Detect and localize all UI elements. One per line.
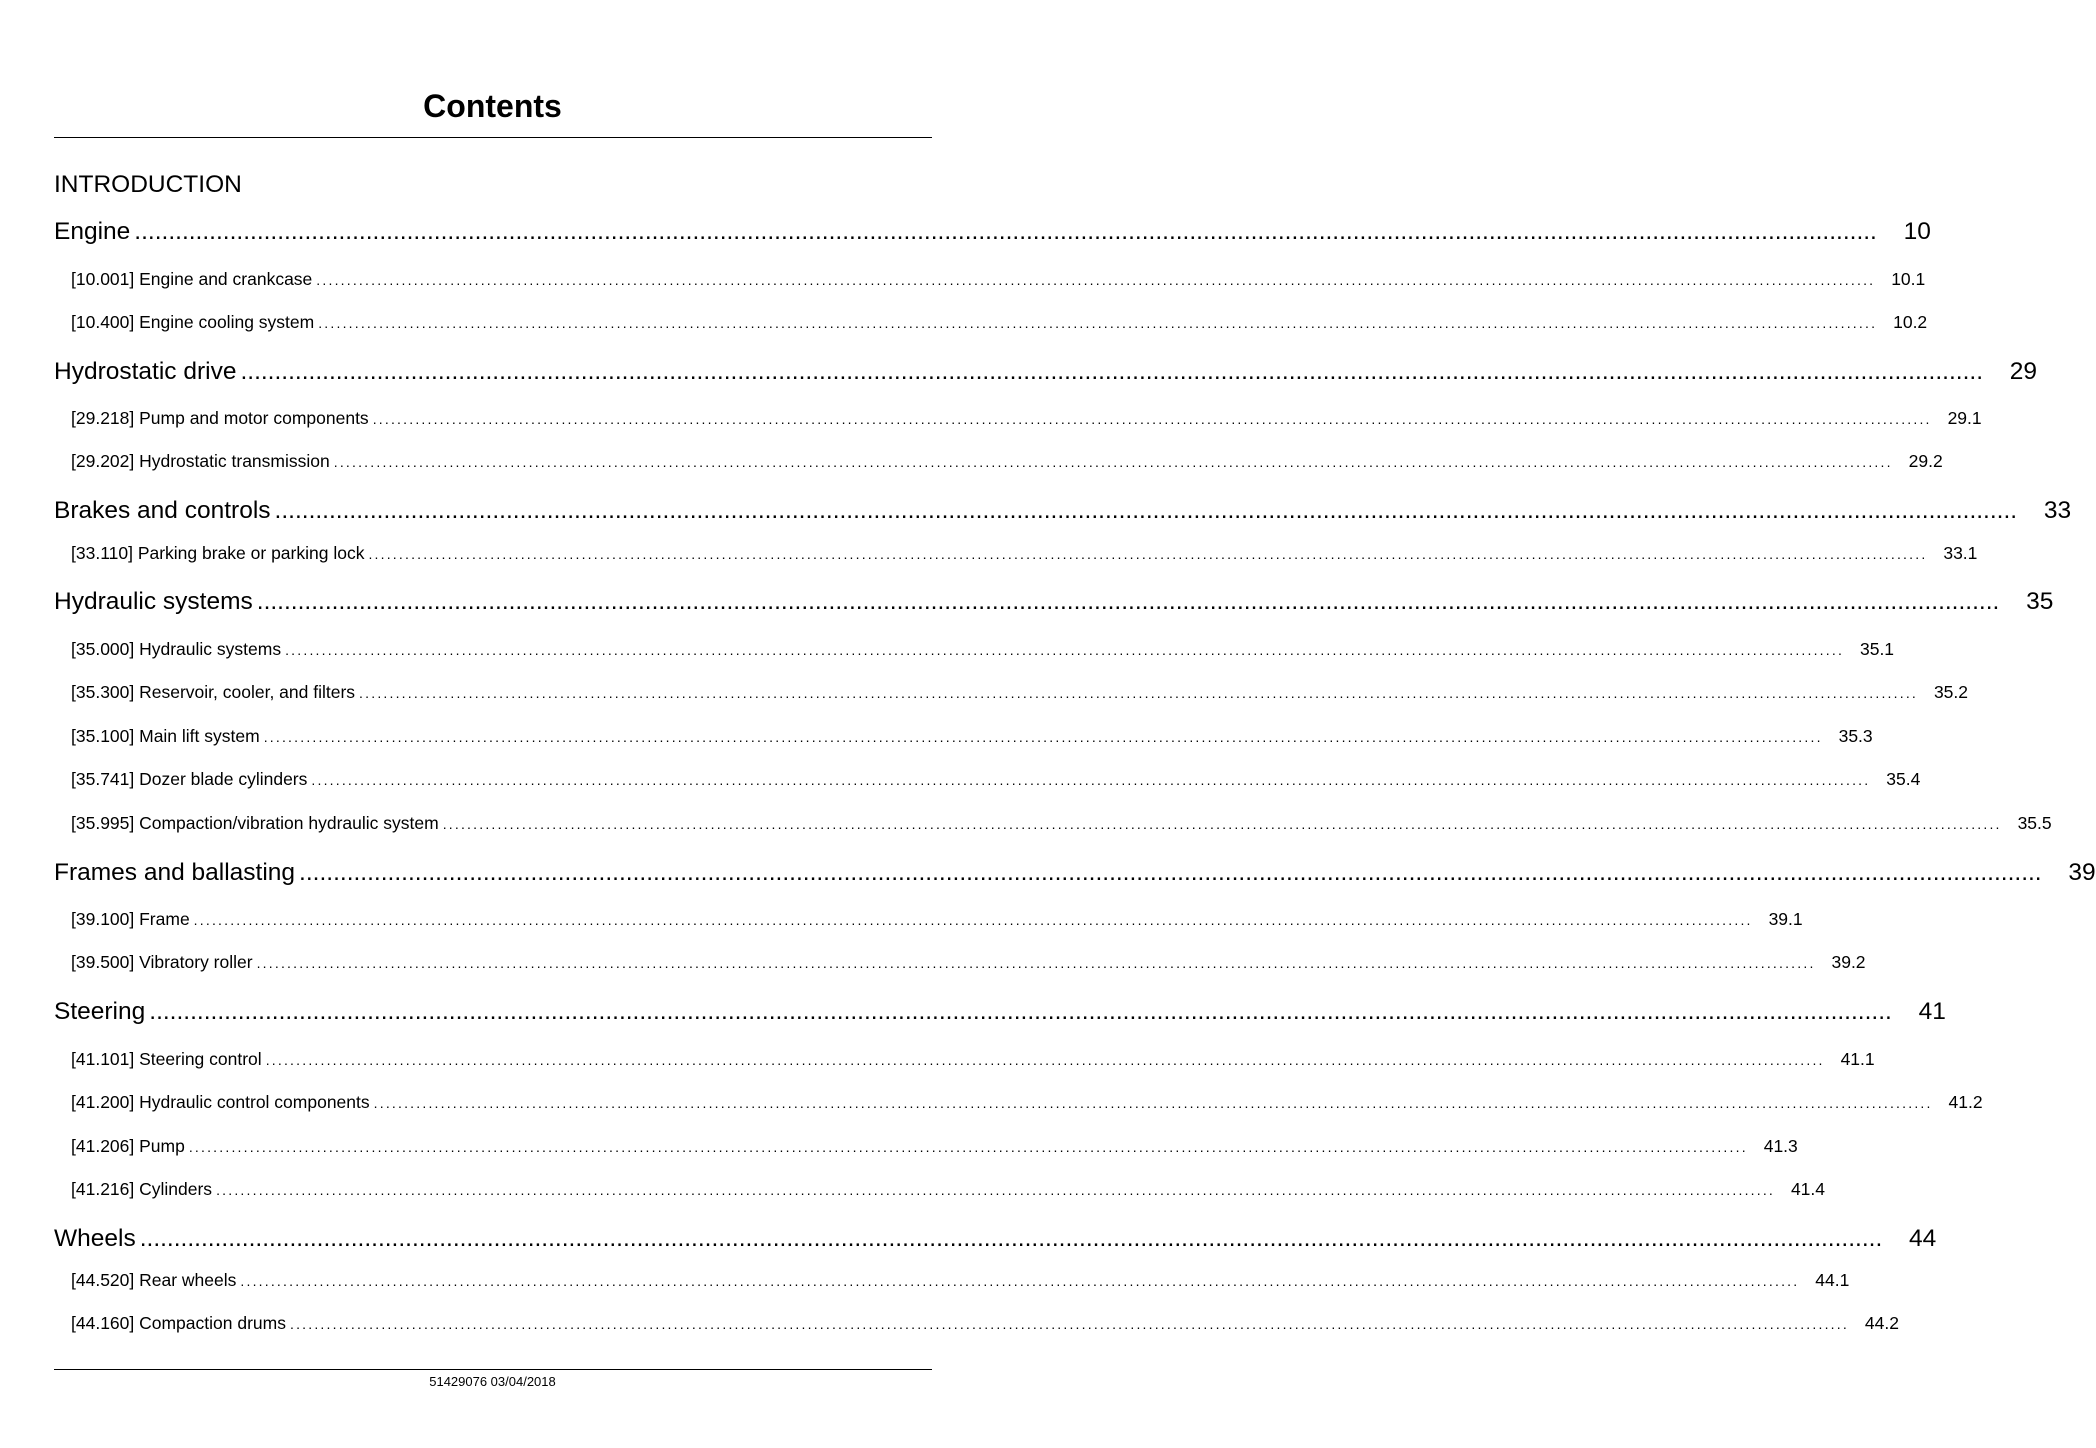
toc-subsection[interactable] bbox=[71, 1312, 1899, 1335]
toc-subsection[interactable] bbox=[71, 1269, 1850, 1292]
page-number: 29 bbox=[2009, 358, 2038, 385]
dot-leader: ................................................................................................................................................................................................................................................................ bbox=[372, 411, 1932, 427]
toc-subsection[interactable] bbox=[71, 450, 1943, 473]
toc-subsection[interactable] bbox=[71, 407, 1982, 430]
dot-leader: ................................................................................................................................................................................................................................................................ bbox=[134, 218, 1877, 245]
page-number: 41.1 bbox=[1840, 1049, 1875, 1069]
page-number: 39.2 bbox=[1831, 952, 1866, 972]
toc-subsection[interactable] bbox=[71, 638, 1895, 661]
subsection-label: [39.100] Frame bbox=[71, 909, 190, 929]
toc-subsection[interactable] bbox=[71, 1091, 1983, 1114]
dot-leader: ................................................................................................................................................................................................................................................................ bbox=[373, 1095, 1933, 1111]
toc-subsection[interactable] bbox=[71, 908, 1803, 931]
page-title: Contents bbox=[423, 88, 562, 124]
subsection-label: [39.500] Vibratory roller bbox=[71, 952, 253, 972]
page-number: 41.3 bbox=[1763, 1136, 1798, 1156]
section-label: Steering bbox=[54, 998, 146, 1025]
dot-leader: ................................................................................................................................................................................................................................................................ bbox=[368, 546, 1928, 562]
section-label: Frames and ballasting bbox=[54, 859, 296, 886]
subsection-label: [29.218] Pump and motor components bbox=[71, 408, 369, 428]
section-label: Hydraulic systems bbox=[54, 588, 253, 615]
toc-subsection[interactable] bbox=[71, 1178, 1826, 1201]
subsection-label: [10.400] Engine cooling system bbox=[71, 312, 315, 332]
page-number: 10.2 bbox=[1893, 312, 1928, 332]
toc-subsection[interactable] bbox=[71, 1048, 1875, 1071]
toc-section-hydraulic-systems[interactable] bbox=[54, 587, 2054, 617]
dot-leader: ................................................................................................................................................................................................................................................................ bbox=[149, 998, 1892, 1025]
dot-leader: ................................................................................................................................................................................................................................................................ bbox=[316, 272, 1876, 288]
dot-leader: ................................................................................................................................................................................................................................................................ bbox=[240, 1273, 1800, 1289]
toc-subsection[interactable] bbox=[71, 542, 1978, 565]
dot-leader: ................................................................................................................................................................................................................................................................ bbox=[285, 642, 1845, 658]
subsection-label: [29.202] Hydrostatic transmission bbox=[71, 451, 330, 471]
page-number: 35.5 bbox=[2017, 813, 2052, 833]
page-number: 33.1 bbox=[1943, 543, 1978, 563]
toc-subsection[interactable] bbox=[71, 768, 1921, 791]
page-number: 41.4 bbox=[1790, 1179, 1826, 1199]
page-number: 41 bbox=[1918, 998, 1946, 1025]
subsection-label: [44.160] Compaction drums bbox=[71, 1313, 286, 1333]
page-number: 41.2 bbox=[1948, 1092, 1983, 1112]
dot-leader: ................................................................................................................................................................................................................................................................ bbox=[311, 772, 1871, 788]
subsection-label: [44.520] Rear wheels bbox=[71, 1270, 237, 1290]
dot-leader: ................................................................................................................................................................................................................................................................ bbox=[318, 315, 1878, 331]
toc-section-engine[interactable] bbox=[54, 217, 1931, 247]
page-number: 44 bbox=[1909, 1225, 1937, 1252]
page-number: 35.4 bbox=[1886, 769, 1921, 789]
page-number: 44.1 bbox=[1815, 1270, 1850, 1290]
toc-subsection[interactable] bbox=[71, 311, 1928, 334]
toc-subsection[interactable] bbox=[71, 951, 1866, 974]
subsection-label: [33.110] Parking brake or parking lock bbox=[71, 543, 365, 563]
dot-leader: ................................................................................................................................................................................................................................................................ bbox=[265, 1052, 1825, 1068]
page-number: 10 bbox=[1903, 218, 1931, 245]
dot-leader: ................................................................................................................................................................................................................................................................ bbox=[333, 454, 1893, 470]
subsection-label: [41.200] Hydraulic control components bbox=[71, 1092, 370, 1112]
page-number: 29.2 bbox=[1908, 451, 1943, 471]
section-label: Wheels bbox=[54, 1225, 136, 1252]
intro-heading: INTRODUCTION bbox=[54, 171, 242, 198]
toc-subsection[interactable] bbox=[71, 812, 2052, 835]
page-number: 33 bbox=[2043, 497, 2072, 524]
toc-section-frames-and-ballasting[interactable] bbox=[54, 858, 2096, 888]
dot-leader: ................................................................................................................................................................................................................................................................ bbox=[299, 859, 2042, 886]
dot-leader: ................................................................................................................................................................................................................................................................ bbox=[139, 1225, 1883, 1252]
dot-leader: ................................................................................................................................................................................................................................................................ bbox=[256, 955, 1816, 971]
subsection-label: [41.206] Pump bbox=[71, 1136, 185, 1156]
toc-section-brakes-and-controls[interactable] bbox=[54, 496, 2072, 526]
page-number: 35 bbox=[2026, 588, 2054, 615]
subsection-label: [35.995] Compaction/vibration hydraulic system bbox=[71, 813, 439, 833]
footer-doc-id: 51429076 03/04/2018 bbox=[429, 1374, 556, 1389]
dot-leader: ................................................................................................................................................................................................................................................................ bbox=[216, 1182, 1776, 1198]
section-label: Engine bbox=[54, 218, 131, 245]
toc-section-hydrostatic-drive[interactable] bbox=[54, 357, 2038, 387]
page-number: 10.1 bbox=[1891, 269, 1926, 289]
subsection-label: [35.100] Main lift system bbox=[71, 726, 260, 746]
subsection-label: [10.001] Engine and crankcase bbox=[71, 269, 313, 289]
top-divider bbox=[54, 137, 932, 138]
dot-leader: ................................................................................................................................................................................................................................................................ bbox=[240, 358, 1984, 385]
page-number: 29.1 bbox=[1947, 408, 1982, 428]
toc-subsection[interactable] bbox=[71, 681, 1968, 704]
dot-leader: ................................................................................................................................................................................................................................................................ bbox=[289, 1316, 1849, 1332]
toc-section-wheels[interactable] bbox=[54, 1224, 1937, 1254]
page-number: 35.3 bbox=[1838, 726, 1873, 746]
toc-subsection[interactable] bbox=[71, 725, 1873, 748]
dot-leader: ................................................................................................................................................................................................................................................................ bbox=[442, 816, 2002, 832]
dot-leader: ................................................................................................................................................................................................................................................................ bbox=[193, 912, 1753, 928]
dot-leader: ................................................................................................................................................................................................................................................................ bbox=[274, 497, 2018, 524]
subsection-label: [35.300] Reservoir, cooler, and filters bbox=[71, 682, 356, 702]
section-label: Brakes and controls bbox=[54, 497, 271, 524]
page-number: 39.1 bbox=[1768, 909, 1803, 929]
page-number: 39 bbox=[2068, 859, 2096, 886]
toc-subsection[interactable] bbox=[71, 268, 1926, 291]
page-number: 35.2 bbox=[1933, 682, 1968, 702]
dot-leader: ................................................................................................................................................................................................................................................................ bbox=[359, 685, 1918, 701]
dot-leader: ................................................................................................................................................................................................................................................................ bbox=[256, 588, 2000, 615]
page-number: 35.1 bbox=[1859, 639, 1895, 659]
subsection-label: [41.101] Steering control bbox=[71, 1049, 262, 1069]
bottom-divider bbox=[54, 1369, 932, 1370]
subsection-label: [41.216] Cylinders bbox=[71, 1179, 213, 1199]
section-label: Hydrostatic drive bbox=[54, 358, 237, 385]
toc-subsection[interactable] bbox=[71, 1135, 1798, 1158]
dot-leader: ................................................................................................................................................................................................................................................................ bbox=[188, 1139, 1748, 1155]
subsection-label: [35.000] Hydraulic systems bbox=[71, 639, 282, 659]
subsection-label: [35.741] Dozer blade cylinders bbox=[71, 769, 308, 789]
page-number: 44.2 bbox=[1864, 1313, 1899, 1333]
toc-section-steering[interactable] bbox=[54, 997, 1946, 1027]
dot-leader: ................................................................................................................................................................................................................................................................ bbox=[263, 729, 1823, 745]
